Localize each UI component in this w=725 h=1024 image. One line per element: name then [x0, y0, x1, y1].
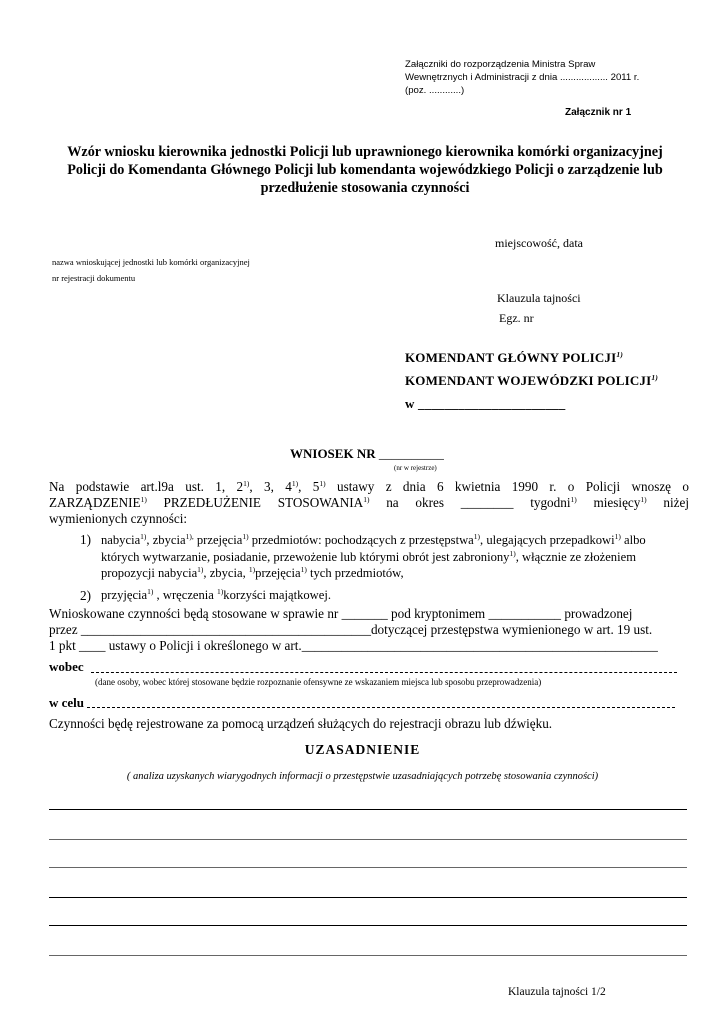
purpose-input-line[interactable] [87, 707, 675, 708]
paragraph-2-line-2: przez ____________________________________________dotyczącej przestępstwa wymienionego w art. 19 ust. [49, 622, 653, 637]
title-line-1: Wzór wniosku kierownika jednostki Policji lub uprawnionego kierownika komórki organizacyjnej [67, 144, 663, 160]
justification-line-3[interactable] [49, 867, 687, 868]
justification-line-6[interactable] [49, 955, 687, 956]
request-number-sub: (nr w rejestrze) [394, 464, 437, 472]
footer-secrecy-clause: Klauzula tajności 1/2 [508, 986, 606, 998]
list-item-2: przyjęcia$^{1)}$ , wręczenia $^{1)}$korzyści majątkowej. [101, 587, 332, 602]
justification-line-2[interactable] [49, 839, 687, 840]
registration-number-label: nr rejestracji dokumentu [52, 273, 136, 283]
justification-line-5[interactable] [49, 925, 687, 926]
title-line-3: przedłużenie stosowania czynności [260, 180, 470, 196]
justification-heading: UZASADNIENIE [304, 742, 421, 757]
addressee-voivodeship-commander: KOMENDANT WOJEWÓDZKI POLICJI$^{1)}$ [405, 373, 659, 388]
attachment-number: Załącznik nr 1 [565, 107, 632, 118]
addressee-chief-commander: KOMENDANT GŁÓWNY POLICJI$^{1)}$ [405, 350, 624, 365]
justification-note: ( analiza uzyskanych wiarygodnych informacji o przestępstwie uzasadniających potrzebę stosowania czynności) [126, 771, 599, 782]
secrecy-clause-label: Klauzula tajności [497, 291, 581, 305]
request-number-label: WNIOSEK NR __________ [290, 446, 444, 461]
request-number-blank[interactable]: __________ [378, 446, 444, 461]
header-line-3: (poz. ............) [405, 85, 465, 96]
list-number-1: 1) [80, 532, 91, 547]
addressee-location: w ______________________ [405, 396, 566, 411]
header-line-2: Wewnętrznych i Administracji z dnia .................. 2011 r. [405, 72, 640, 83]
paragraph-2-line-1: Wnioskowane czynności będą stosowane w sprawie nr _______ pod kryptonimem ___________ prowadzonej [49, 606, 633, 621]
paragraph-1-line-1: Na podstawie art.l9a ust. 1, 2$^{1)}$, 3, 4$^{1)}$, 5$^{1)}$ ustawy z dnia 6 kwietnia 1990 r. o Policji wnoszę o [49, 479, 689, 494]
title-line-2: Policji do Komendanta Głównego Policji lub komendanta wojewódzkiego Policji o zarządzenie lub [67, 162, 663, 178]
addressee-location-blank[interactable]: ______________________ [418, 396, 566, 411]
paragraph-1-line-3: wymienionych czynności: [49, 511, 188, 526]
justification-line-1[interactable] [49, 809, 687, 810]
unit-name-label: nazwa wnioskującej jednostki lub komórki organizacyjnej [52, 257, 250, 267]
paragraph-1-line-2: ZARZĄDZENIE$^{1)}$ PRZEDŁUŻENIE STOSOWANIA$^{1)}$ na okres ________ tygodni$^{1)}$ miesięcy$^{1)}$ niżej [49, 495, 690, 510]
regulation-header [405, 58, 639, 97]
list-number-2: 2) [80, 588, 91, 603]
subject-label: wobec [49, 659, 84, 674]
copy-number-label: Egz. nr [499, 311, 534, 325]
subject-note: (dane osoby, wobec której stosowane będzie rozpoznanie ofensywne ze wskazaniem miejsca lub sposobu przeprowadzenia) [95, 677, 542, 687]
justification-line-4[interactable] [49, 897, 687, 898]
registration-statement: Czynności będę rejestrowane za pomocą urządzeń służących do rejestracji obrazu lub dźwięku. [49, 716, 553, 731]
paragraph-2-line-3: 1 pkt ____ ustawy o Policji i określonego w art.______________________________________________________ [49, 638, 658, 653]
header-line-1: Załączniki do rozporządzenia Ministra Spraw [405, 59, 596, 70]
purpose-label: w celu [49, 695, 85, 710]
list-item-1: nabycia$^{1)}$, zbycia$^{1),}$ przejęcia$^{1)}$ przedmiotów: pochodzących z przestępstwa$^{1)}$, ulegających przepadkowi$^{1)}$ albo których wytwarzanie, posiadanie, przewożenie lub którymi obrót jest zabroniony$^{1)}$, włącznie ze złożeniem propozycji nabycia$^{1)}$, zbycia, $^{1)}$przejęcia$^{1)}$ tych przedmiotów, [101, 532, 646, 580]
document-title [40, 143, 690, 197]
subject-input-line[interactable] [91, 672, 677, 673]
place-date-label: miejscowość, data [495, 236, 583, 250]
